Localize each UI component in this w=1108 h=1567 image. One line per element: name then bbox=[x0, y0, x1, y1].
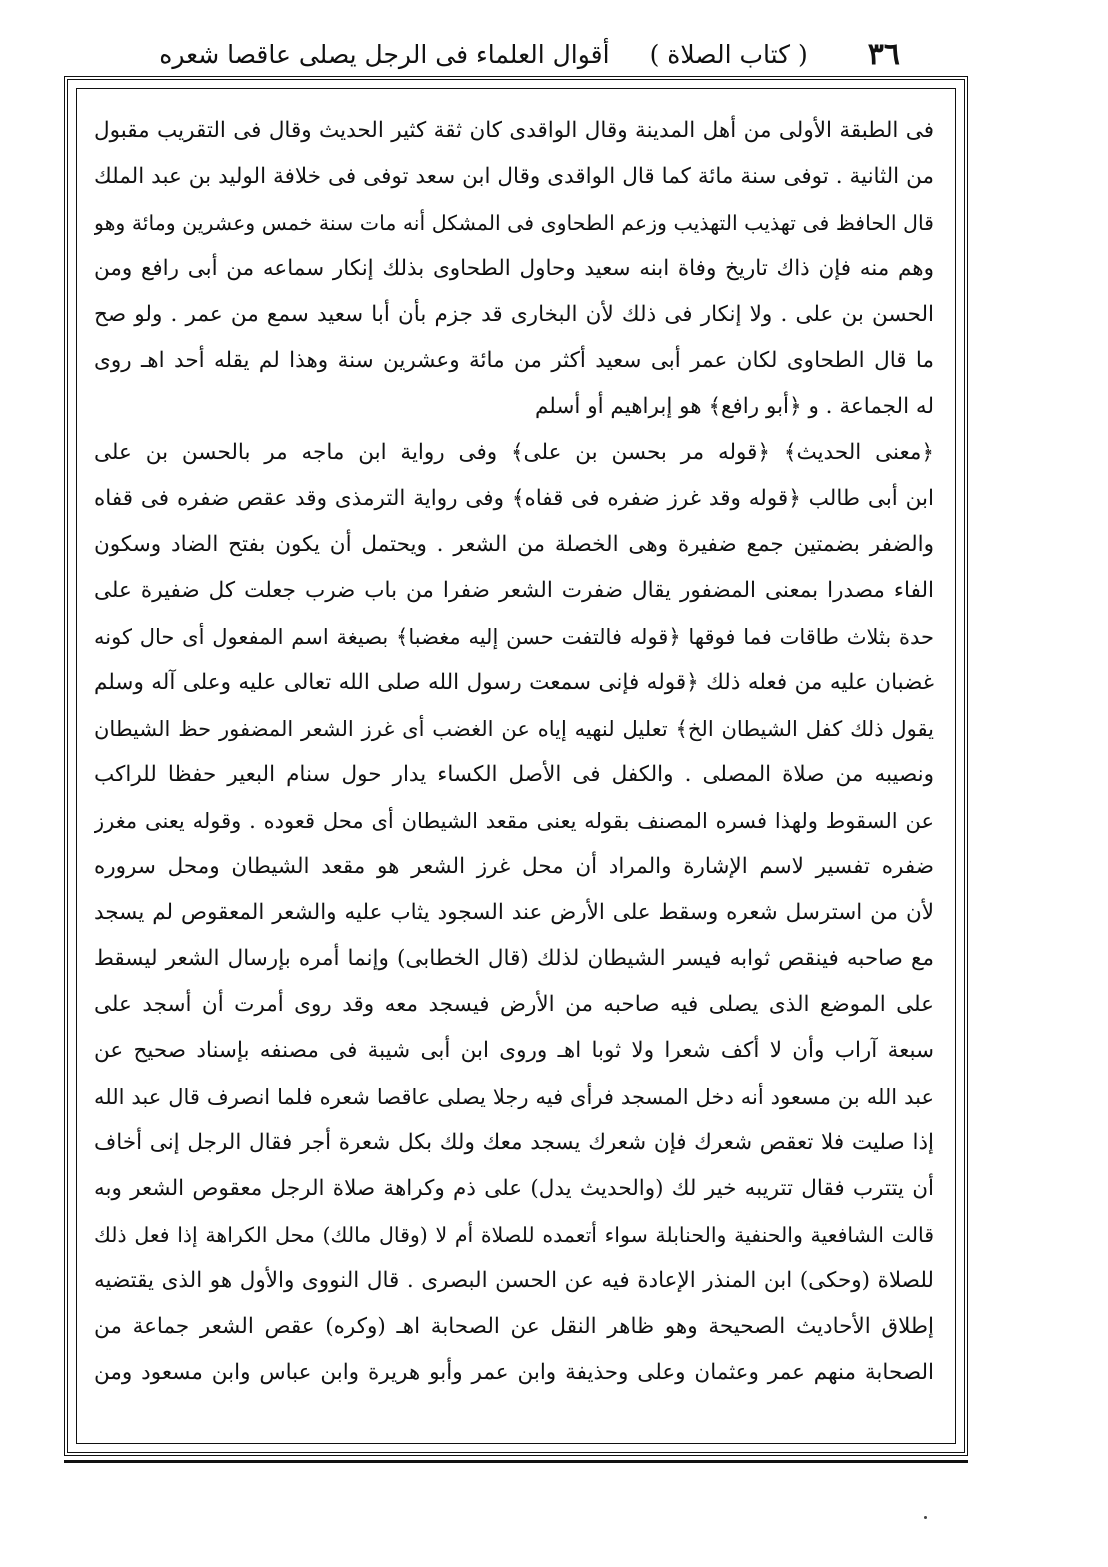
page-number: ٣٦ bbox=[867, 36, 900, 72]
text-line: فى الطبقة الأولى من أهل المدينة وقال الواقدى كان ثقة كثير الحديث وقال فى التقريب مقبول bbox=[94, 118, 934, 143]
text-line: من الثانية . توفى سنة مائة كما قال الواقدى وقال ابن سعد توفى فى خلافة الوليد بن عبد الملك bbox=[94, 164, 934, 189]
text-line: ونصيبه من صلاة المصلى . والكفل فى الأصل الكساء يدار حول سنام البعير حفظا للراكب bbox=[94, 762, 934, 787]
text-line: عبد الله بن مسعود أنه دخل المسجد فرأى فيه رجلا يصلى عاقصا شعره فلما انصرف قال عبد الله bbox=[94, 1085, 934, 1109]
text-line: والضفر بضمتين جمع ضفيرة وهى الخصلة من الشعر . ويحتمل أن يكون بفتح الضاد وسكون bbox=[94, 532, 934, 557]
text-line: ما قال الطحاوى لكان عمر أبى سعيد أكثر من مائة وعشرين سنة وهذا لم يقله أحد اهـ روى bbox=[94, 348, 934, 373]
chapter-title: أقوال العلماء فى الرجل يصلى عاقصا شعره bbox=[159, 39, 610, 69]
text-line: ابن أبى طالب ﴿قوله وقد غرز ضفره فى قفاه﴾ وفى رواية الترمذى وقد عقص ضفره فى قفاه bbox=[94, 486, 934, 511]
text-line: للصلاة (وحكى) ابن المنذر الإعادة فيه عن الحسن البصرى . قال النووى والأول هو الذى يقتضيه bbox=[94, 1268, 934, 1293]
page-header bbox=[159, 28, 900, 80]
text-line: ضفره تفسير لاسم الإشارة والمراد أن محل غرز الشعر هو مقعد الشيطان ومحل سروره bbox=[94, 854, 934, 879]
text-line: قال الحافظ فى تهذيب التهذيب وزعم الطحاوى فى المشكل أنه مات سنة خمس وعشرين ومائة وهو bbox=[94, 211, 934, 235]
book-title: ( كتاب الصلاة ) bbox=[649, 39, 808, 69]
text-line: له الجماعة . و ﴿أبو رافع﴾ هو إبراهيم أو أسلم bbox=[534, 394, 934, 419]
text-line: لأن من استرسل شعره وسقط على الأرض عند السجود يثاب عليه والشعر المعقوص لم يسجد bbox=[94, 900, 934, 925]
text-line: أن يتترب فقال تتريبه خير لك (والحديث يدل) على ذم وكراهة صلاة الرجل معقوص الشعر وبه bbox=[94, 1176, 934, 1201]
text-line: يقول ذلك كفل الشيطان الخ﴾ تعليل لنهيه إياه عن الغضب أى غرز الشعر المضفور حظ الشيطان bbox=[94, 717, 934, 741]
text-line: غضبان عليه من فعله ذلك ﴿قوله فإنى سمعت رسول الله صلى الله تعالى عليه وعلى آله وسلم bbox=[94, 670, 934, 695]
text-line: الصحابة منهم عمر وعثمان وعلى وحذيفة وابن عمر وأبو هريرة وابن عباس وابن مسعود ومن bbox=[94, 1360, 934, 1385]
text-line: الفاء مصدرا بمعنى المضفور يقال ضفرت الشعر ضفرا من باب ضرب جعلت كل ضفيرة على bbox=[94, 578, 934, 603]
text-line: ﴿معنى الحديث﴾ ﴿قوله مر بحسن بن على﴾ وفى رواية ابن ماجه مر بالحسن بن على bbox=[94, 440, 934, 465]
text-line: وهم منه فإن ذاك تاريخ وفاة ابنه سعيد وحاول الطحاوى بذلك إنكار سماعه من أبى رافع ومن bbox=[94, 256, 934, 281]
text-line: عن السقوط ولهذا فسره المصنف بقوله يعنى مقعد الشيطان أى محل قعوده . وقوله يعنى مغرز bbox=[94, 809, 934, 833]
text-line: مع صاحبه فينقص ثوابه فيسر الشيطان لذلك (قال الخطابى) وإنما أمره بإرسال الشعر ليسقط bbox=[94, 946, 934, 971]
scan-speck bbox=[924, 1516, 927, 1519]
text-line: حدة بثلاث طاقات فما فوقها ﴿قوله فالتفت حسن إليه مغضبا﴾ بصيغة اسم المفعول أى حال كونه bbox=[94, 625, 934, 649]
body-text bbox=[94, 108, 934, 1396]
text-line: إطلاق الأحاديث الصحيحة وهو ظاهر النقل عن الصحابة اهـ (وكره) عقص الشعر جماعة من bbox=[94, 1314, 934, 1339]
text-line: على الموضع الذى يصلى فيه صاحبه من الأرض فيسجد معه وقد روى أمرت أن أسجد على bbox=[94, 992, 934, 1017]
text-line: إذا صليت فلا تعقص شعرك فإن شعرك يسجد معك ولك بكل شعرة أجر فقال الرجل إنى أخاف bbox=[94, 1130, 934, 1155]
text-line: سبعة آراب وأن لا أكف شعرا ولا ثوبا اهـ وروى ابن أبى شيبة فى مصنفه بإسناد صحيح عن bbox=[94, 1038, 934, 1063]
text-line: قالت الشافعية والحنفية والحنابلة سواء أتعمده للصلاة أم لا (وقال مالك) محل الكراهة إذا فعل ذلك bbox=[94, 1223, 934, 1247]
bottom-rule bbox=[64, 1460, 968, 1463]
text-line: الحسن بن على . ولا إنكار فى ذلك لأن البخارى قد جزم بأن أبا سعيد سمع من عمر . ولو صح bbox=[94, 302, 934, 327]
